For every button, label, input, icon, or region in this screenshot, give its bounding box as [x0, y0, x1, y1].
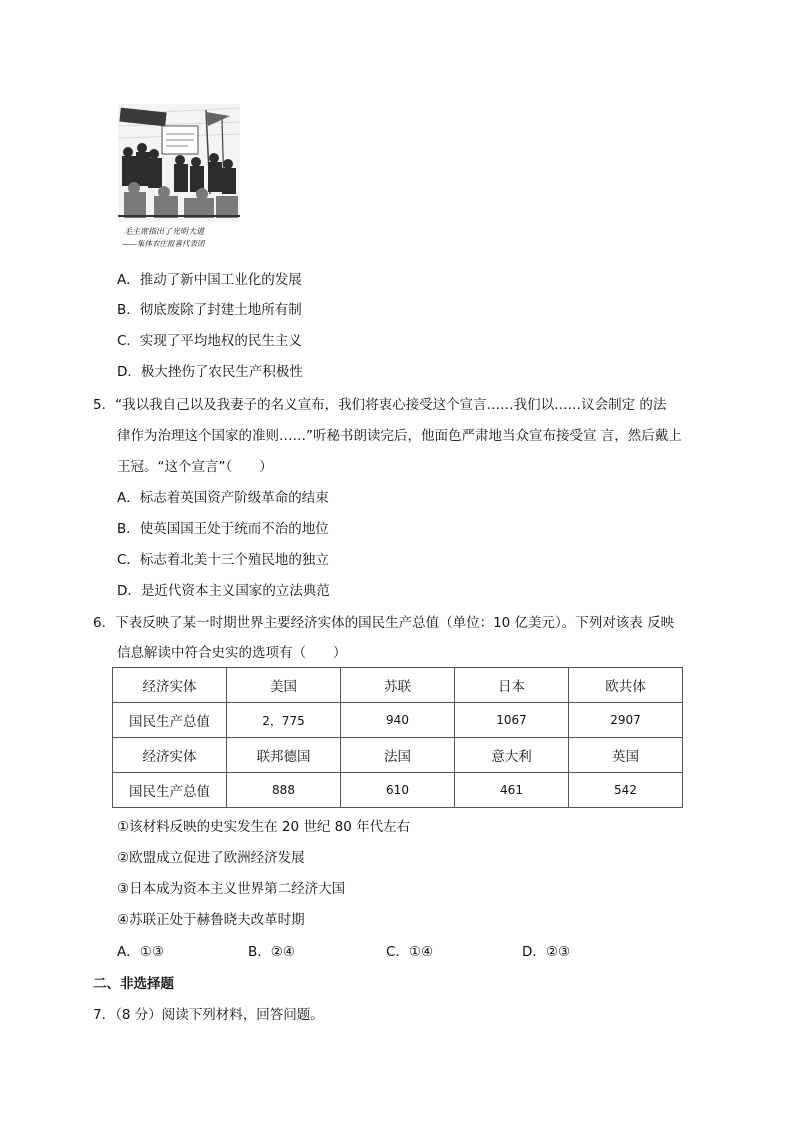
poster-drawing [118, 104, 240, 222]
q6-stem-line1: 6．下表反映了某一时期世界主要经济实体的国民生产总值（单位：10 亿美元）。下列对该表 反映 [93, 615, 675, 631]
table-cell: 联邦德国 [227, 738, 341, 773]
q4-option-a: A．推动了新中国工业化的发展 [117, 272, 302, 288]
q6-choice-d: D．②③ [522, 944, 571, 960]
q5-stem-line2: 律作为治理这个国家的准则……”听秘书朗读完后，他面色严肃地当众宣布接受宣 言，然后戴上 [117, 428, 682, 444]
table-cell: 经济实体 [113, 738, 227, 773]
table-cell: 经济实体 [113, 668, 227, 703]
table-cell: 542 [569, 773, 683, 808]
q4-option-c: C．实现了平均地权的民生主义 [117, 333, 302, 349]
table-row [113, 738, 683, 773]
table-cell: 苏联 [341, 668, 455, 703]
table-cell: 2907 [569, 703, 683, 738]
q7-stem: 7．（8 分）阅读下列材料，回答问题。 [93, 1007, 324, 1023]
table-cell: 888 [227, 773, 341, 808]
table-cell: 法国 [341, 738, 455, 773]
table-cell: 461 [455, 773, 569, 808]
q4-option-b: B．彻底废除了封建土地所有制 [117, 302, 302, 318]
q6-statement-1: ①该材料反映的史实发生在 20 世纪 80 年代左右 [117, 819, 411, 835]
table-cell: 1067 [455, 703, 569, 738]
q5-option-d: D．是近代资本主义国家的立法典范 [117, 583, 330, 599]
poster-caption-line2: ——集体农庄报喜代表团 [122, 239, 205, 248]
table-cell: 2，775 [227, 703, 341, 738]
table-row [113, 668, 683, 703]
table-row [113, 703, 683, 738]
q6-choice-b: B．②④ [248, 944, 295, 960]
table-row [113, 773, 683, 808]
poster-caption-line1: 毛主席指出了光明大道 [124, 227, 204, 236]
table-cell: 国民生产总值 [113, 703, 227, 738]
table-cell: 美国 [227, 668, 341, 703]
table-cell: 英国 [569, 738, 683, 773]
q4-option-d: D．极大挫伤了农民生产积极性 [117, 364, 303, 380]
q5-option-c: C．标志着北美十三个殖民地的独立 [117, 552, 329, 568]
poster-illustration [118, 104, 240, 250]
q5-option-a: A．标志着英国资产阶级革命的结束 [117, 490, 329, 506]
table-cell: 意大利 [455, 738, 569, 773]
table-cell: 日本 [455, 668, 569, 703]
q6-statement-3: ③日本成为资本主义世界第二经济大国 [117, 881, 346, 897]
table-cell: 国民生产总值 [113, 773, 227, 808]
table-cell: 欧共体 [569, 668, 683, 703]
table-cell: 610 [341, 773, 455, 808]
q6-statement-4: ④苏联正处于赫鲁晓夫改革时期 [117, 912, 305, 928]
q6-choice-a: A．①③ [117, 944, 164, 960]
q6-choice-c: C．①④ [386, 944, 434, 960]
section-title: 二、非选择题 [93, 976, 174, 992]
gdp-table [112, 667, 683, 808]
q5-stem-line1: 5．“我以我自己以及我妻子的名义宣布，我们将衷心接受这个宣言……我们以……议会制定 的法 [93, 397, 667, 413]
q5-stem-line3: 王冠。“这个宣言”（ ） [117, 459, 273, 475]
q6-stem-line2: 信息解读中符合史实的选项有（ ） [117, 645, 347, 661]
q6-statement-2: ②欧盟成立促进了欧洲经济发展 [117, 850, 305, 866]
q5-option-b: B．使英国国王处于统而不治的地位 [117, 521, 329, 537]
table-cell: 940 [341, 703, 455, 738]
